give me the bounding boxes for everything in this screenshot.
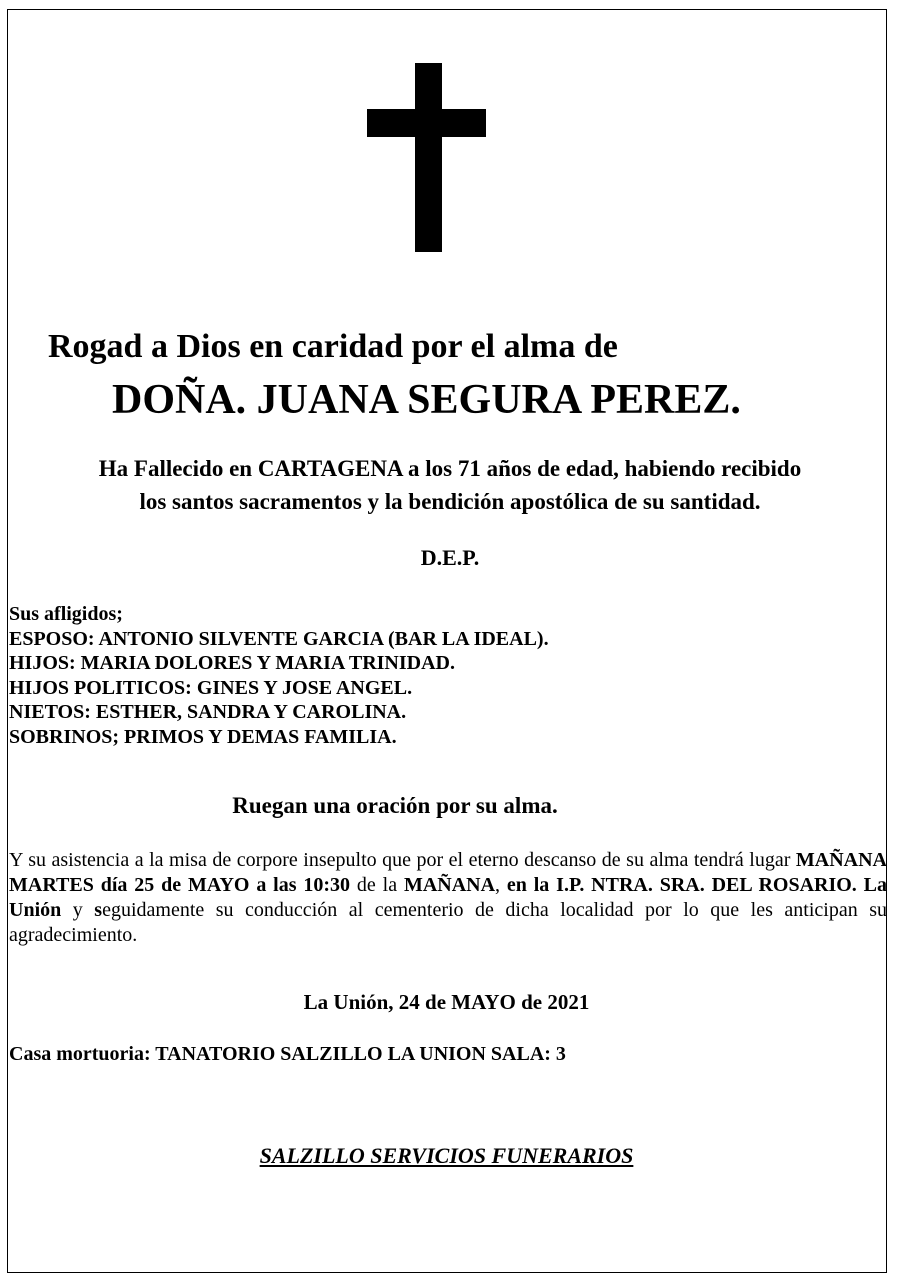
- mass-text-5: eguidamente su conducción al cementerio de dicha localidad por lo que les anticipan su agradecimiento.: [9, 899, 888, 946]
- mass-date-time: MAÑANA MARTES día 25 de MAYO a las 10:30: [9, 849, 887, 896]
- mourners-heading: Sus afligidos;: [9, 603, 123, 625]
- death-notice: [9, 452, 891, 518]
- mourner-line-relatives: SOBRINOS; PRIMOS Y DEMAS FAMILIA.: [9, 725, 397, 748]
- mass-church: en la I.P. NTRA. SRA. DEL ROSARIO. La Unión: [9, 874, 888, 921]
- mass-text-3: ,: [495, 874, 507, 896]
- place-date: La Unión, 24 de MAYO de 2021: [303, 990, 590, 1014]
- mourner-line-children: HIJOS: MARIA DOLORES Y MARIA TRINIDAD.: [9, 652, 455, 674]
- cross-horizontal-bar: [367, 109, 486, 137]
- prayer-request: Ruegan una oración por su alma.: [232, 793, 558, 818]
- mourner-line-in-laws: HIJOS POLITICOS: GINES Y JOSE ANGEL.: [9, 676, 413, 699]
- cross-vertical-bar: [415, 63, 442, 252]
- mourner-line-grandchildren: NIETOS: ESTHER, SANDRA Y CAROLINA.: [9, 701, 407, 723]
- company-name: SALZILLO SERVICIOS FUNERARIOS: [259, 1143, 634, 1168]
- intro-line: Rogad a Dios en caridad por el alma de: [48, 328, 618, 365]
- mass-paragraph: [9, 848, 887, 948]
- mass-text-2: de la: [350, 874, 404, 896]
- funeral-home: Casa mortuoria: TANATORIO SALZILLO LA UNION SALA: 3: [9, 1043, 566, 1065]
- mass-text-1: Y su asistencia a la misa de corpore insepulto que por el eterno descanso de su alma tendrá lugar: [9, 849, 796, 871]
- mourner-line-spouse: ESPOSO: ANTONIO SILVENTE GARCIA (BAR LA IDEAL).: [9, 627, 549, 650]
- dep-text: D.E.P.: [420, 545, 480, 570]
- mass-morning: MAÑANA: [403, 874, 496, 896]
- mass-bold-s: s: [94, 899, 103, 921]
- mass-text-4: y: [61, 899, 95, 921]
- mourners-list: [9, 602, 549, 749]
- death-notice-line-1: Ha Fallecido en CARTAGENA a los 71 años de edad, habiendo recibido: [98, 456, 802, 481]
- death-notice-line-2: los santos sacramentos y la bendición apostólica de su santidad.: [139, 489, 761, 514]
- deceased-name: DOÑA. JUANA SEGURA PEREZ.: [112, 377, 741, 423]
